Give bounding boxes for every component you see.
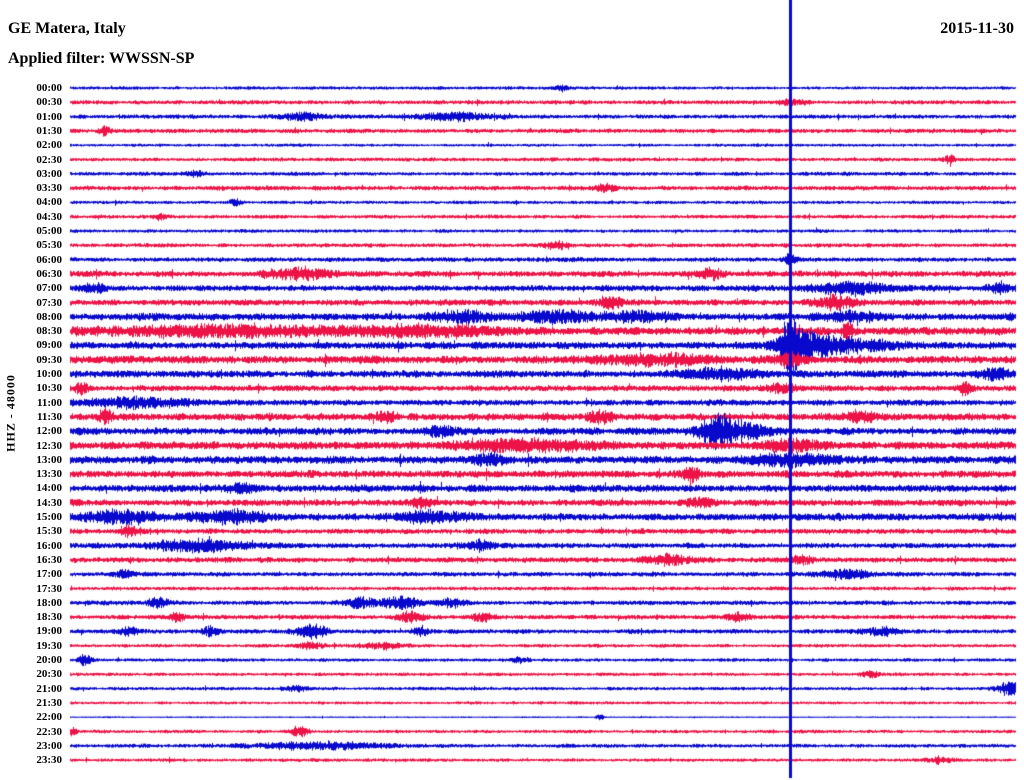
time-label: 15:00: [36, 511, 62, 523]
time-label: 18:00: [36, 596, 62, 609]
time-label: 05:30: [36, 239, 62, 252]
time-label: 01:00: [36, 110, 62, 123]
time-label: 09:00: [36, 339, 62, 352]
time-label: 17:00: [36, 568, 62, 581]
time-label: 18:30: [36, 611, 62, 624]
time-label: 20:30: [36, 668, 62, 681]
time-label: 00:00: [36, 82, 62, 94]
time-label: 11:00: [36, 396, 62, 409]
time-label: 14:00: [36, 482, 62, 495]
time-label: 19:30: [36, 639, 62, 652]
time-label: 10:00: [36, 368, 62, 380]
time-label: 12:00: [36, 425, 62, 438]
time-label: 17:30: [36, 582, 62, 595]
plot-date: 2015-11-30: [940, 20, 1014, 37]
time-label: 05:00: [36, 225, 62, 237]
time-label: 22:00: [36, 711, 62, 724]
time-label: 02:30: [36, 153, 62, 166]
time-label: 23:30: [36, 754, 62, 767]
time-label: 00:30: [36, 96, 62, 109]
time-label: 08:30: [36, 325, 62, 338]
time-label: 13:00: [36, 453, 62, 466]
time-label: 07:00: [36, 282, 62, 295]
time-label: 19:00: [36, 625, 62, 638]
time-label: 04:30: [36, 210, 62, 223]
time-label: 08:00: [36, 310, 62, 323]
time-label: 21:00: [36, 682, 62, 695]
time-label: 06:30: [36, 267, 62, 280]
time-label: 09:30: [36, 353, 62, 366]
channel-scale-label: HHZ - 48000: [3, 374, 18, 452]
time-label: 12:30: [36, 439, 62, 452]
time-label: 10:30: [36, 382, 62, 395]
time-label: 07:30: [36, 296, 62, 309]
time-label: 02:00: [36, 139, 62, 152]
time-label: 23:00: [36, 739, 62, 752]
time-label: 04:00: [36, 196, 62, 209]
time-label: 03:00: [36, 167, 62, 180]
time-label: 22:30: [36, 725, 62, 738]
time-label: 16:30: [36, 553, 62, 566]
filter-label: Applied filter: WWSSN-SP: [8, 50, 195, 67]
time-label: 03:30: [36, 182, 62, 195]
time-label: 06:00: [36, 253, 62, 266]
time-label: 14:30: [36, 496, 62, 509]
time-label: 11:30: [36, 410, 62, 423]
time-label: 16:00: [36, 539, 62, 552]
station-title: GE Matera, Italy: [8, 20, 126, 37]
time-label: 20:00: [36, 654, 62, 666]
time-label: 13:30: [36, 468, 62, 481]
time-label: 15:30: [36, 525, 62, 538]
time-label: 21:30: [36, 696, 62, 709]
time-label: 01:30: [36, 124, 62, 137]
